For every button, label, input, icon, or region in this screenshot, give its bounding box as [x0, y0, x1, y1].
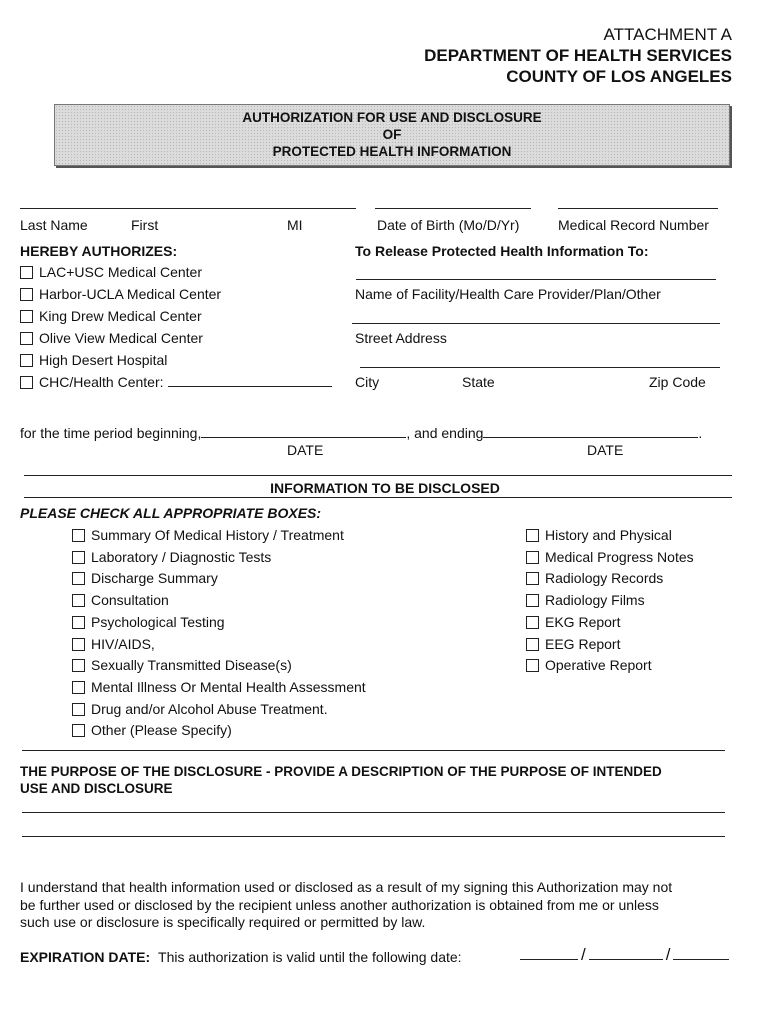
purpose-field-line2[interactable]: [22, 836, 725, 837]
disclosure-option[interactable]: Sexually Transmitted Disease(s): [72, 657, 292, 674]
disclosure-option[interactable]: HIV/AIDS,: [72, 636, 155, 653]
department-name: DEPARTMENT OF HEALTH SERVICES: [424, 46, 732, 65]
mrn-label: Medical Record Number: [558, 217, 709, 233]
checkbox[interactable]: [72, 616, 85, 629]
patient-name-field[interactable]: [20, 208, 356, 209]
checkbox[interactable]: [20, 288, 33, 301]
checkbox[interactable]: [20, 376, 33, 389]
facility-option[interactable]: High Desert Hospital: [20, 352, 167, 369]
understanding-line3: such use or disclosure is specifically required or permitted by law.: [20, 914, 426, 930]
disclosure-option[interactable]: Other (Please Specify): [72, 722, 232, 739]
form-title-line1: AUTHORIZATION FOR USE AND DISCLOSURE: [242, 110, 542, 125]
state-label: State: [462, 374, 495, 390]
disclosure-option[interactable]: Consultation: [72, 592, 169, 609]
mrn-field[interactable]: [558, 208, 718, 209]
recipient-name-label: Name of Facility/Health Care Provider/Plan/Other: [355, 286, 661, 302]
disclosure-option[interactable]: Radiology Records: [526, 570, 663, 587]
purpose-field-line1[interactable]: [22, 812, 725, 813]
facility-option[interactable]: Olive View Medical Center: [20, 330, 203, 347]
facility-option[interactable]: Harbor-UCLA Medical Center: [20, 286, 221, 303]
checkbox[interactable]: [72, 638, 85, 651]
purpose-heading-line1: THE PURPOSE OF THE DISCLOSURE - PROVIDE A DESCRIPTION OF THE PURPOSE OF INTENDED: [20, 764, 662, 779]
checkbox[interactable]: [72, 681, 85, 694]
first-name-label: First: [131, 217, 159, 233]
street-address-label: Street Address: [355, 330, 447, 346]
disclosure-option[interactable]: Mental Illness Or Mental Health Assessment: [72, 679, 366, 696]
facility-option[interactable]: LAC+USC Medical Center: [20, 264, 202, 281]
checkbox[interactable]: [72, 529, 85, 542]
disclosure-option[interactable]: Operative Report: [526, 657, 652, 674]
checkbox[interactable]: [526, 572, 539, 585]
expiration-month-field[interactable]: [520, 945, 578, 960]
begin-date-field[interactable]: [201, 425, 406, 438]
other-specify-field[interactable]: [22, 750, 725, 751]
checkbox[interactable]: [526, 551, 539, 564]
county-name: COUNTY OF LOS ANGELES: [506, 67, 732, 86]
checkbox[interactable]: [20, 266, 33, 279]
zip-code-label: Zip Code: [649, 374, 706, 390]
disclosure-option[interactable]: Drug and/or Alcohol Abuse Treatment.: [72, 701, 328, 718]
checkbox[interactable]: [20, 354, 33, 367]
checkbox[interactable]: [526, 659, 539, 672]
expiration-label: EXPIRATION DATE:: [20, 949, 151, 965]
form-title-line3: PROTECTED HEALTH INFORMATION: [272, 144, 512, 159]
end-date-label: DATE: [587, 442, 624, 458]
dob-field[interactable]: [375, 208, 531, 209]
checkbox[interactable]: [20, 332, 33, 345]
checkbox[interactable]: [72, 659, 85, 672]
city-label: City: [355, 374, 380, 390]
expiration-line: [20, 949, 462, 966]
attachment-label: ATTACHMENT A: [603, 25, 732, 44]
section-divider: [24, 475, 732, 476]
checkbox[interactable]: [526, 594, 539, 607]
city-state-zip-field[interactable]: [360, 367, 720, 368]
understanding-line2: be further used or disclosed by the recipient unless another authorization is obtained from me or unless: [20, 897, 659, 913]
period-beginning-label: for the time period beginning,: [20, 425, 202, 441]
disclosure-option[interactable]: EKG Report: [526, 614, 620, 631]
last-name-label: Last Name: [20, 217, 88, 233]
facility-option-chc[interactable]: CHC/Health Center:: [20, 374, 332, 391]
info-disclosed-heading: INFORMATION TO BE DISCLOSED: [270, 480, 500, 496]
begin-date-label: DATE: [287, 442, 324, 458]
purpose-heading-line2: USE AND DISCLOSURE: [20, 781, 173, 796]
check-boxes-instruction: PLEASE CHECK ALL APPROPRIATE BOXES:: [20, 505, 322, 521]
recipient-name-field[interactable]: [356, 279, 716, 280]
disclosure-option[interactable]: Discharge Summary: [72, 570, 218, 587]
time-period-line: for the time period beginning, , and ending .: [20, 425, 703, 441]
expiration-year-field[interactable]: [673, 945, 729, 960]
end-date-field[interactable]: [483, 425, 698, 438]
facility-option[interactable]: King Drew Medical Center: [20, 308, 202, 325]
middle-initial-label: MI: [287, 217, 303, 233]
disclosure-option[interactable]: Medical Progress Notes: [526, 549, 694, 566]
expiration-date-field[interactable]: / /: [520, 945, 729, 963]
checkbox[interactable]: [72, 572, 85, 585]
checkbox[interactable]: [526, 616, 539, 629]
expiration-day-field[interactable]: [589, 945, 663, 960]
section-divider: [24, 497, 732, 498]
checkbox[interactable]: [72, 551, 85, 564]
checkbox[interactable]: [72, 703, 85, 716]
checkbox[interactable]: [72, 594, 85, 607]
checkbox[interactable]: [526, 529, 539, 542]
checkbox[interactable]: [526, 638, 539, 651]
form-title-box: [54, 104, 730, 166]
disclosure-option[interactable]: History and Physical: [526, 527, 672, 544]
release-to-heading: To Release Protected Health Information To:: [355, 243, 649, 259]
hereby-authorizes-heading: HEREBY AUTHORIZES:: [20, 243, 178, 259]
dob-label: Date of Birth (Mo/D/Yr): [377, 217, 520, 233]
street-address-field[interactable]: [352, 323, 720, 324]
chc-name-field[interactable]: [168, 374, 332, 387]
checkbox[interactable]: [20, 310, 33, 323]
checkbox[interactable]: [72, 724, 85, 737]
disclosure-option[interactable]: Radiology Films: [526, 592, 645, 609]
disclosure-option[interactable]: EEG Report: [526, 636, 620, 653]
period-ending-label: , and ending: [406, 425, 484, 441]
expiration-text: This authorization is valid until the following date:: [158, 949, 462, 965]
understanding-line1: I understand that health information used or disclosed as a result of my signing this Authorization may not: [20, 879, 673, 895]
disclosure-option[interactable]: Psychological Testing: [72, 614, 225, 631]
disclosure-option[interactable]: Summary Of Medical History / Treatment: [72, 527, 344, 544]
document-header: [424, 24, 732, 87]
disclosure-option[interactable]: Laboratory / Diagnostic Tests: [72, 549, 271, 566]
form-title-line2: OF: [382, 127, 402, 142]
